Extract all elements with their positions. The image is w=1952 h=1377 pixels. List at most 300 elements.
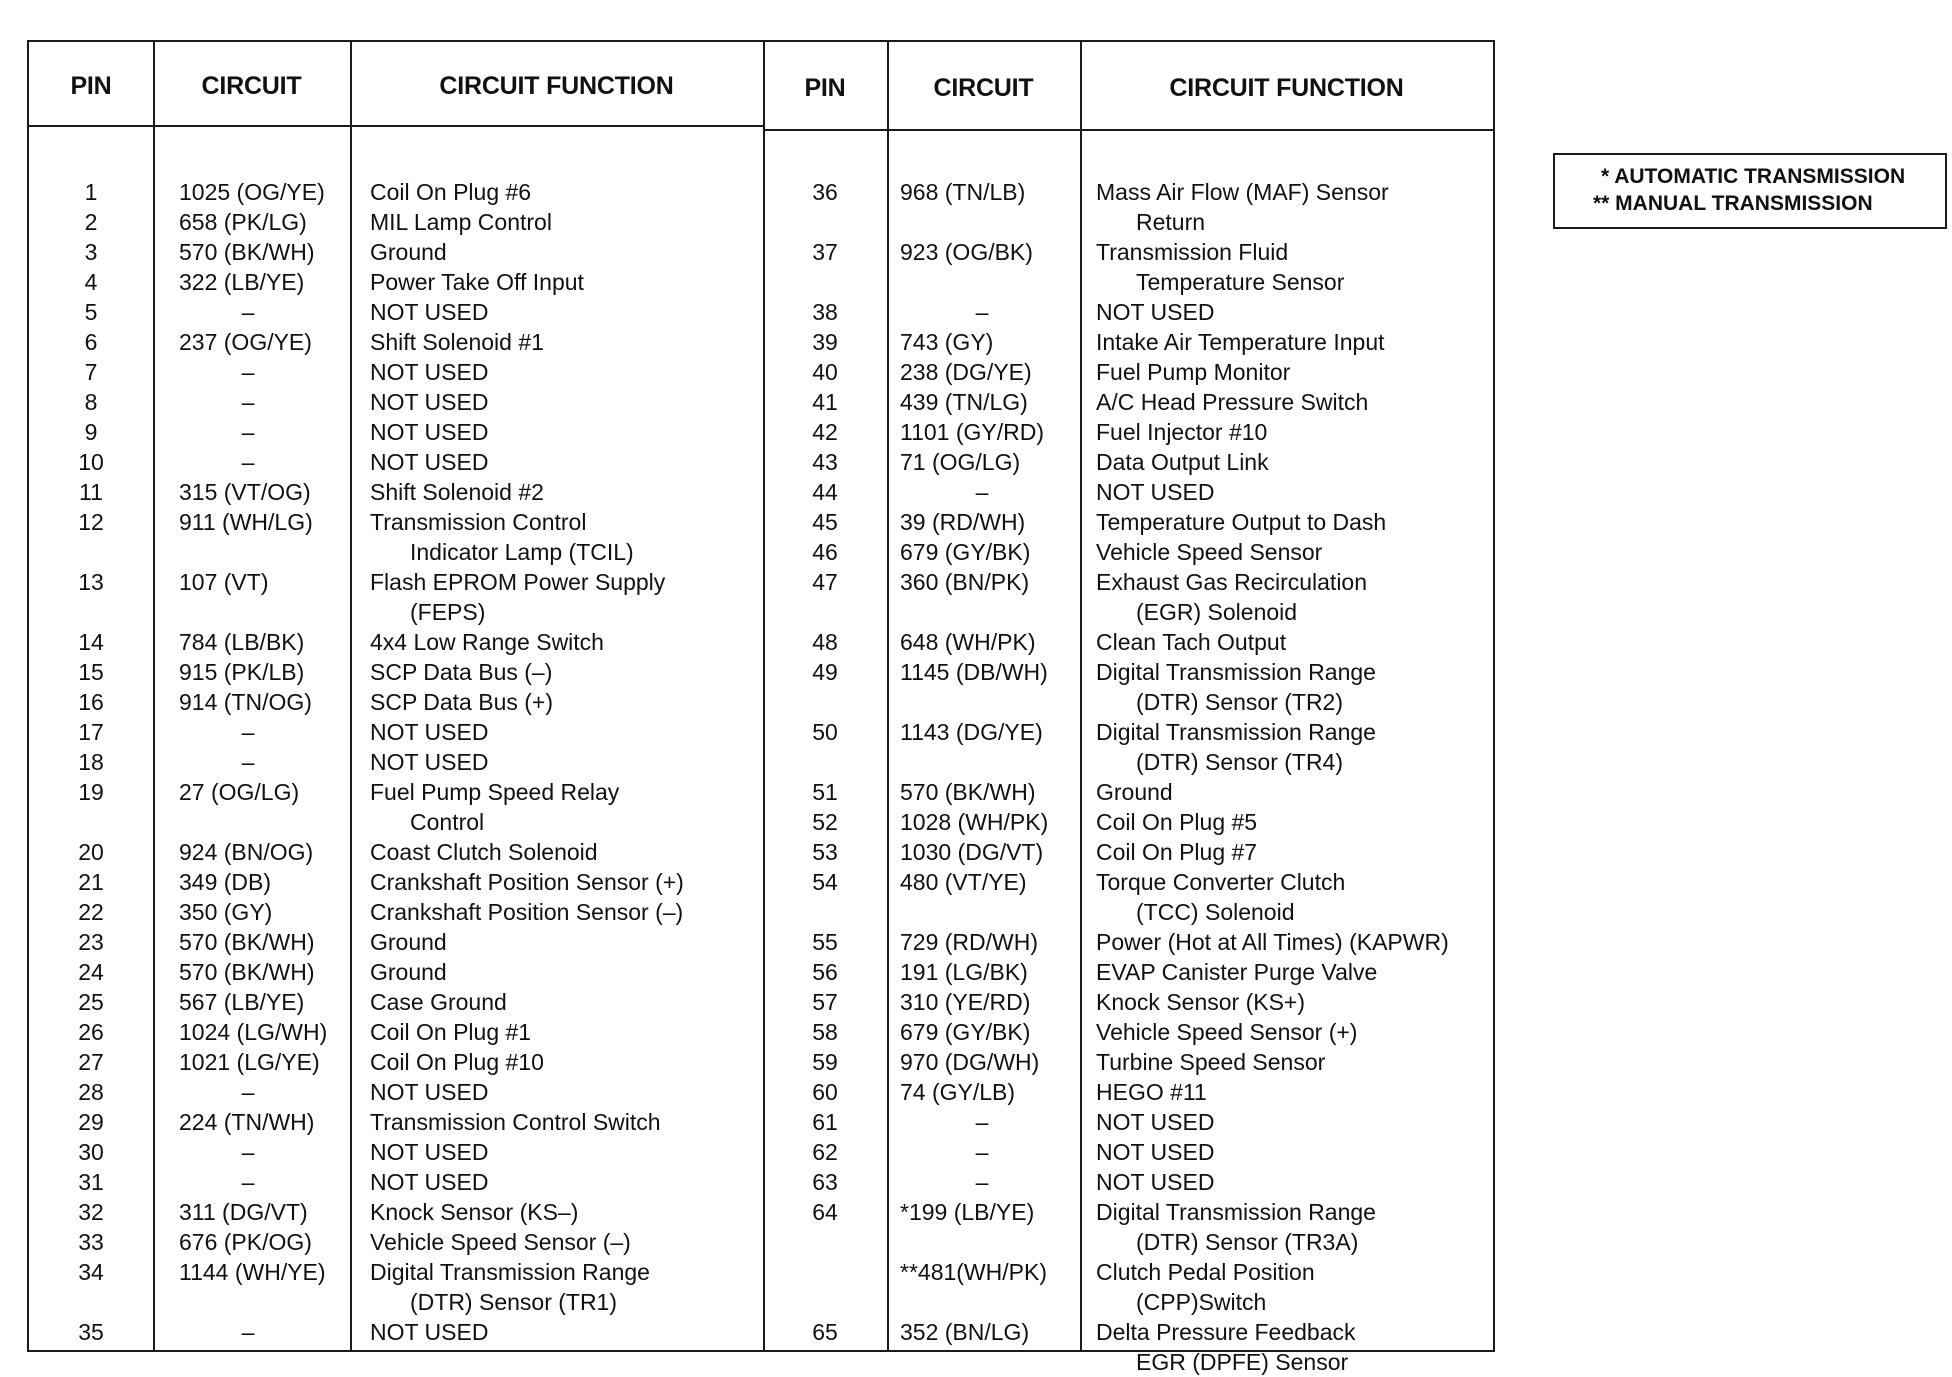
circuit-function-line: Return bbox=[1136, 209, 1206, 235]
circuit-function bbox=[1096, 1137, 1496, 1167]
circuit-function bbox=[1096, 357, 1496, 387]
pin-number: 7 bbox=[84, 359, 98, 385]
pin-number: 31 bbox=[78, 1169, 104, 1195]
circuit-function bbox=[370, 177, 760, 207]
pin-number: 28 bbox=[78, 1079, 104, 1105]
circuit-code: 914 (TN/OG) bbox=[179, 689, 312, 715]
circuit-function-line: NOT USED bbox=[370, 419, 489, 445]
circuit-code: – bbox=[241, 449, 255, 475]
pin-row bbox=[29, 927, 763, 957]
circuit-function-line: Mass Air Flow (MAF) Sensor bbox=[1096, 179, 1389, 205]
circuit-code: – bbox=[241, 359, 255, 385]
pin-row bbox=[763, 657, 1493, 717]
circuit-function bbox=[1096, 627, 1496, 657]
circuit-code: 676 (PK/OG) bbox=[179, 1229, 312, 1255]
circuit-function bbox=[1096, 657, 1496, 717]
circuit-function-line: Digital Transmission Range bbox=[1096, 1199, 1376, 1225]
pin-number: 64 bbox=[812, 1199, 838, 1225]
pin-number: 55 bbox=[812, 929, 838, 955]
circuit-function-line: Crankshaft Position Sensor (+) bbox=[370, 869, 684, 895]
circuit-code: – bbox=[975, 1139, 989, 1165]
circuit-function-line: Control bbox=[410, 809, 485, 835]
circuit-function bbox=[370, 987, 760, 1017]
header-circuit-function: CIRCUIT FUNCTION bbox=[439, 72, 674, 100]
pin-number: 5 bbox=[84, 299, 98, 325]
header-circuit: CIRCUIT bbox=[201, 72, 302, 100]
circuit-code: 107 (VT) bbox=[179, 569, 269, 595]
pin-row bbox=[763, 807, 1493, 837]
pin-row bbox=[763, 177, 1493, 237]
pin-table bbox=[27, 40, 1495, 1375]
pin-row bbox=[763, 1317, 1493, 1377]
pin-number: 37 bbox=[812, 239, 838, 265]
pin-row bbox=[763, 357, 1493, 387]
pin-row bbox=[29, 957, 763, 987]
circuit-function-line: (TCC) Solenoid bbox=[1136, 899, 1295, 925]
pin-number: 29 bbox=[78, 1109, 104, 1135]
circuit-function-line: NOT USED bbox=[370, 449, 489, 475]
circuit-function-line: Turbine Speed Sensor bbox=[1096, 1049, 1326, 1075]
circuit-code: – bbox=[975, 479, 989, 505]
circuit-code: – bbox=[975, 299, 989, 325]
pin-number: 10 bbox=[78, 449, 104, 475]
pin-number: 25 bbox=[78, 989, 104, 1015]
pin-list-left bbox=[29, 177, 763, 1347]
circuit-function-line: NOT USED bbox=[1096, 299, 1215, 325]
circuit-function-line: Temperature Output to Dash bbox=[1096, 509, 1387, 535]
pin-row bbox=[763, 297, 1493, 327]
pin-row bbox=[29, 747, 763, 777]
pin-row bbox=[29, 837, 763, 867]
circuit-function bbox=[1096, 927, 1496, 957]
circuit-code: 27 (OG/LG) bbox=[179, 779, 300, 805]
circuit-code: 1145 (DB/WH) bbox=[900, 659, 1048, 685]
legend-manual: ** MANUAL TRANSMISSION bbox=[1593, 192, 1873, 215]
circuit-function-line: NOT USED bbox=[1096, 1139, 1215, 1165]
circuit-function bbox=[370, 957, 760, 987]
pin-number: 39 bbox=[812, 329, 838, 355]
pin-row bbox=[29, 1107, 763, 1137]
pin-row bbox=[29, 1257, 763, 1317]
circuit-code: 743 (GY) bbox=[900, 329, 994, 355]
pin-list-right bbox=[763, 177, 1493, 1377]
pin-row bbox=[29, 1017, 763, 1047]
pin-row bbox=[29, 477, 763, 507]
circuit-function bbox=[370, 297, 760, 327]
circuit-function bbox=[1096, 777, 1496, 807]
circuit-code: 648 (WH/PK) bbox=[900, 629, 1036, 655]
pin-row bbox=[29, 717, 763, 747]
circuit-function bbox=[1096, 387, 1496, 417]
pin-row bbox=[763, 1137, 1493, 1167]
circuit-function bbox=[370, 1077, 760, 1107]
pin-row bbox=[29, 987, 763, 1017]
circuit-function bbox=[370, 837, 760, 867]
circuit-function bbox=[370, 927, 760, 957]
circuit-function-line: EGR (DPFE) Sensor bbox=[1136, 1349, 1349, 1375]
circuit-function-line: Coil On Plug #6 bbox=[370, 179, 532, 205]
circuit-function-line: Digital Transmission Range bbox=[1096, 719, 1376, 745]
header-pin: PIN bbox=[804, 74, 846, 102]
circuit-function-line: Digital Transmission Range bbox=[370, 1259, 650, 1285]
circuit-code: 970 (DG/WH) bbox=[900, 1049, 1040, 1075]
pin-number: 62 bbox=[812, 1139, 838, 1165]
circuit-code: 350 (GY) bbox=[179, 899, 273, 925]
circuit-function bbox=[1096, 477, 1496, 507]
circuit-function-line: A/C Head Pressure Switch bbox=[1096, 389, 1369, 415]
circuit-code: 911 (WH/LG) bbox=[179, 509, 313, 535]
circuit-code: – bbox=[241, 1139, 255, 1165]
circuit-function bbox=[1096, 717, 1496, 777]
circuit-function-line: Ground bbox=[370, 239, 447, 265]
circuit-function-line: Ground bbox=[1096, 779, 1173, 805]
circuit-function-line: NOT USED bbox=[370, 1079, 489, 1105]
circuit-function-line: Shift Solenoid #1 bbox=[370, 329, 544, 355]
circuit-code: 39 (RD/WH) bbox=[900, 509, 1026, 535]
pin-row bbox=[763, 867, 1493, 927]
circuit-function-line: (DTR) Sensor (TR1) bbox=[410, 1289, 618, 1315]
circuit-function bbox=[1096, 1167, 1496, 1197]
pin-row bbox=[29, 207, 763, 237]
circuit-function-line: NOT USED bbox=[370, 1169, 489, 1195]
circuit-code: *199 (LB/YE) bbox=[900, 1199, 1035, 1225]
circuit-function-line: (EGR) Solenoid bbox=[1136, 599, 1298, 625]
circuit-function-line: Clutch Pedal Position bbox=[1096, 1259, 1315, 1285]
pin-row bbox=[29, 1167, 763, 1197]
circuit-function-line: Digital Transmission Range bbox=[1096, 659, 1376, 685]
circuit-code: 1030 (DG/VT) bbox=[900, 839, 1044, 865]
pin-row bbox=[763, 957, 1493, 987]
pin-number: 21 bbox=[78, 869, 104, 895]
pin-number: 40 bbox=[812, 359, 838, 385]
circuit-function-line: (FEPS) bbox=[410, 599, 486, 625]
circuit-function bbox=[370, 1317, 760, 1347]
circuit-function bbox=[370, 1137, 760, 1167]
pin-number: 35 bbox=[78, 1319, 104, 1345]
circuit-function bbox=[1096, 1077, 1496, 1107]
circuit-function-line: Indicator Lamp (TCIL) bbox=[410, 539, 634, 565]
pin-row bbox=[29, 387, 763, 417]
circuit-function-line: Power (Hot at All Times) (KAPWR) bbox=[1096, 929, 1449, 955]
pin-number: 24 bbox=[78, 959, 104, 985]
pin-number: 22 bbox=[78, 899, 104, 925]
circuit-code: 74 (GY/LB) bbox=[900, 1079, 1016, 1105]
circuit-function-line: Vehicle Speed Sensor (–) bbox=[370, 1229, 631, 1255]
circuit-function bbox=[370, 1227, 760, 1257]
circuit-code: – bbox=[241, 299, 255, 325]
circuit-function bbox=[370, 417, 760, 447]
pin-row bbox=[763, 447, 1493, 477]
circuit-code: 1025 (OG/YE) bbox=[179, 179, 325, 205]
circuit-function bbox=[370, 567, 760, 627]
circuit-function-line: HEGO #11 bbox=[1096, 1079, 1207, 1105]
transmission-legend bbox=[1553, 153, 1947, 229]
pin-number: 13 bbox=[78, 569, 104, 595]
pin-row bbox=[763, 1107, 1493, 1137]
circuit-function bbox=[370, 1047, 760, 1077]
circuit-function bbox=[370, 687, 760, 717]
circuit-code: 311 (DG/VT) bbox=[179, 1199, 308, 1225]
circuit-function-line: Transmission Control Switch bbox=[370, 1109, 661, 1135]
pin-number: 23 bbox=[78, 929, 104, 955]
circuit-code: 924 (BN/OG) bbox=[179, 839, 314, 865]
circuit-code: – bbox=[241, 719, 255, 745]
pin-row bbox=[29, 657, 763, 687]
circuit-code: **481(WH/PK) bbox=[900, 1259, 1047, 1285]
circuit-function-line: NOT USED bbox=[370, 1139, 489, 1165]
pin-row bbox=[763, 327, 1493, 357]
circuit-function-line: (DTR) Sensor (TR3A) bbox=[1136, 1229, 1359, 1255]
pin-row bbox=[29, 1137, 763, 1167]
pin-row bbox=[29, 297, 763, 327]
circuit-function-line: Transmission Fluid bbox=[1096, 239, 1289, 265]
circuit-function bbox=[370, 447, 760, 477]
circuit-code: 238 (DG/YE) bbox=[900, 359, 1032, 385]
circuit-code: – bbox=[241, 389, 255, 415]
circuit-code: 968 (TN/LB) bbox=[900, 179, 1026, 205]
circuit-code: 480 (VT/YE) bbox=[900, 869, 1027, 895]
circuit-function-line: Case Ground bbox=[370, 989, 507, 1015]
circuit-code: 570 (BK/WH) bbox=[179, 929, 315, 955]
pin-number: 6 bbox=[84, 329, 98, 355]
circuit-function bbox=[1096, 567, 1496, 627]
pin-number: 30 bbox=[78, 1139, 104, 1165]
header-circuit-function: CIRCUIT FUNCTION bbox=[1169, 74, 1404, 102]
pin-row bbox=[763, 927, 1493, 957]
circuit-code: – bbox=[241, 749, 255, 775]
pin-row bbox=[763, 1017, 1493, 1047]
pin-number: 45 bbox=[812, 509, 838, 535]
circuit-function-line: NOT USED bbox=[370, 719, 489, 745]
circuit-function-line: Data Output Link bbox=[1096, 449, 1269, 475]
circuit-function-line: Coast Clutch Solenoid bbox=[370, 839, 598, 865]
circuit-function-line: NOT USED bbox=[1096, 479, 1215, 505]
pin-row bbox=[29, 237, 763, 267]
pin-number: 51 bbox=[812, 779, 838, 805]
pin-number: 32 bbox=[78, 1199, 104, 1225]
header-rule bbox=[763, 129, 1493, 131]
pin-number: 47 bbox=[812, 569, 838, 595]
circuit-function-line: 4x4 Low Range Switch bbox=[370, 629, 604, 655]
circuit-function-line: Crankshaft Position Sensor (–) bbox=[370, 899, 684, 925]
circuit-function-line: Fuel Pump Monitor bbox=[1096, 359, 1291, 385]
circuit-function bbox=[1096, 867, 1496, 927]
pin-row bbox=[29, 1317, 763, 1347]
circuit-code: – bbox=[241, 1169, 255, 1195]
circuit-function-line: (DTR) Sensor (TR4) bbox=[1136, 749, 1344, 775]
pin-row bbox=[763, 717, 1493, 777]
circuit-code: 570 (BK/WH) bbox=[179, 239, 315, 265]
pin-row bbox=[29, 867, 763, 897]
circuit-function-line: Coil On Plug #5 bbox=[1096, 809, 1258, 835]
pin-row bbox=[763, 837, 1493, 867]
circuit-code: 1143 (DG/YE) bbox=[900, 719, 1043, 745]
circuit-function-line: NOT USED bbox=[1096, 1169, 1215, 1195]
circuit-function-line: Exhaust Gas Recirculation bbox=[1096, 569, 1368, 595]
circuit-function-line: NOT USED bbox=[370, 389, 489, 415]
pin-row bbox=[29, 687, 763, 717]
circuit-function bbox=[370, 1257, 760, 1317]
circuit-code: 1101 (GY/RD) bbox=[900, 419, 1045, 445]
pin-number: 60 bbox=[812, 1079, 838, 1105]
circuit-function bbox=[1096, 957, 1496, 987]
circuit-function-line: Clean Tach Output bbox=[1096, 629, 1287, 655]
pin-number: 14 bbox=[78, 629, 104, 655]
pin-row bbox=[29, 777, 763, 837]
circuit-function bbox=[370, 1197, 760, 1227]
pin-number: 26 bbox=[78, 1019, 104, 1045]
pin-number: 33 bbox=[78, 1229, 104, 1255]
circuit-function-line: Knock Sensor (KS+) bbox=[1096, 989, 1306, 1015]
circuit-code: 1028 (WH/PK) bbox=[900, 809, 1049, 835]
pin-number: 17 bbox=[78, 719, 104, 745]
pin-row bbox=[763, 507, 1493, 537]
pin-row bbox=[29, 507, 763, 567]
circuit-code: 191 (LG/BK) bbox=[900, 959, 1028, 985]
pin-row bbox=[763, 237, 1493, 297]
pin-number: 1 bbox=[84, 179, 98, 205]
pin-row bbox=[763, 777, 1493, 807]
circuit-code: 679 (GY/BK) bbox=[900, 1019, 1031, 1045]
pin-number: 43 bbox=[812, 449, 838, 475]
pin-row bbox=[763, 567, 1493, 627]
pin-row bbox=[29, 1047, 763, 1077]
pin-row bbox=[29, 1197, 763, 1227]
circuit-function bbox=[370, 507, 760, 567]
pin-row bbox=[763, 1047, 1493, 1077]
circuit-code: 352 (BN/LG) bbox=[900, 1319, 1030, 1345]
circuit-function bbox=[1096, 327, 1496, 357]
pin-row bbox=[763, 417, 1493, 447]
pin-number: 59 bbox=[812, 1049, 838, 1075]
pin-number: 42 bbox=[812, 419, 838, 445]
pin-number: 27 bbox=[78, 1049, 104, 1075]
pin-number: 46 bbox=[812, 539, 838, 565]
circuit-function-line: Ground bbox=[370, 959, 447, 985]
circuit-function-line: NOT USED bbox=[370, 749, 489, 775]
circuit-function bbox=[1096, 1257, 1496, 1317]
circuit-function-line: Fuel Pump Speed Relay bbox=[370, 779, 620, 805]
circuit-function bbox=[1096, 1197, 1496, 1257]
pin-row bbox=[29, 417, 763, 447]
circuit-function bbox=[370, 1017, 760, 1047]
pin-number: 16 bbox=[78, 689, 104, 715]
circuit-function bbox=[1096, 237, 1496, 297]
pin-row bbox=[29, 1227, 763, 1257]
pin-number: 61 bbox=[812, 1109, 838, 1135]
circuit-code: 349 (DB) bbox=[179, 869, 272, 895]
circuit-function-line: Torque Converter Clutch bbox=[1096, 869, 1346, 895]
circuit-function-line: Shift Solenoid #2 bbox=[370, 479, 544, 505]
circuit-function bbox=[1096, 1047, 1496, 1077]
circuit-code: 923 (OG/BK) bbox=[900, 239, 1033, 265]
pin-number: 58 bbox=[812, 1019, 838, 1045]
circuit-code: 1021 (LG/YE) bbox=[179, 1049, 320, 1075]
pin-number: 34 bbox=[78, 1259, 104, 1285]
circuit-code: 439 (TN/LG) bbox=[900, 389, 1028, 415]
circuit-code: 679 (GY/BK) bbox=[900, 539, 1031, 565]
pin-number: 2 bbox=[84, 209, 98, 235]
circuit-function-line: Coil On Plug #7 bbox=[1096, 839, 1258, 865]
pin-number: 49 bbox=[812, 659, 838, 685]
pin-number: 4 bbox=[84, 269, 98, 295]
circuit-code: 567 (LB/YE) bbox=[179, 989, 305, 1015]
circuit-function bbox=[1096, 177, 1496, 237]
circuit-function-line: Delta Pressure Feedback bbox=[1096, 1319, 1356, 1345]
circuit-function bbox=[370, 357, 760, 387]
circuit-function bbox=[370, 717, 760, 747]
circuit-function bbox=[370, 777, 760, 837]
circuit-function-line: Vehicle Speed Sensor bbox=[1096, 539, 1323, 565]
circuit-function bbox=[370, 867, 760, 897]
circuit-function bbox=[1096, 417, 1496, 447]
pin-number: 41 bbox=[812, 389, 838, 415]
pin-row bbox=[763, 1077, 1493, 1107]
circuit-function bbox=[1096, 1017, 1496, 1047]
pin-number: 57 bbox=[812, 989, 838, 1015]
pin-number: 15 bbox=[78, 659, 104, 685]
circuit-code: 224 (TN/WH) bbox=[179, 1109, 315, 1135]
pin-row bbox=[29, 447, 763, 477]
circuit-code: – bbox=[975, 1169, 989, 1195]
legend-automatic: * AUTOMATIC TRANSMISSION bbox=[1601, 165, 1906, 188]
circuit-function bbox=[1096, 1317, 1496, 1377]
circuit-code: 1024 (LG/WH) bbox=[179, 1019, 328, 1045]
circuit-function bbox=[1096, 837, 1496, 867]
circuit-function-line: Coil On Plug #10 bbox=[370, 1049, 544, 1075]
circuit-code: – bbox=[241, 1079, 255, 1105]
circuit-code: 310 (YE/RD) bbox=[900, 989, 1031, 1015]
circuit-code: 915 (PK/LB) bbox=[179, 659, 305, 685]
circuit-code: 658 (PK/LG) bbox=[179, 209, 307, 235]
pin-row bbox=[29, 177, 763, 207]
circuit-function-line: Transmission Control bbox=[370, 509, 587, 535]
circuit-function bbox=[370, 897, 760, 927]
circuit-function-line: (DTR) Sensor (TR2) bbox=[1136, 689, 1344, 715]
pin-number: 48 bbox=[812, 629, 838, 655]
circuit-function-line: Flash EPROM Power Supply bbox=[370, 569, 666, 595]
circuit-function-line: NOT USED bbox=[370, 299, 489, 325]
pin-number: 44 bbox=[812, 479, 838, 505]
pin-number: 63 bbox=[812, 1169, 838, 1195]
circuit-function-line: SCP Data Bus (+) bbox=[370, 689, 554, 715]
circuit-function-line: Power Take Off Input bbox=[370, 269, 584, 295]
circuit-function-line: SCP Data Bus (–) bbox=[370, 659, 553, 685]
pin-row bbox=[763, 627, 1493, 657]
circuit-function-line: NOT USED bbox=[370, 1319, 489, 1345]
pin-number: 12 bbox=[78, 509, 104, 535]
circuit-code: – bbox=[241, 419, 255, 445]
circuit-code: 570 (BK/WH) bbox=[900, 779, 1036, 805]
pin-number: 53 bbox=[812, 839, 838, 865]
pin-row bbox=[29, 897, 763, 927]
pin-row bbox=[29, 327, 763, 357]
circuit-function bbox=[1096, 507, 1496, 537]
circuit-function bbox=[370, 657, 760, 687]
circuit-function bbox=[1096, 1107, 1496, 1137]
header-rule bbox=[29, 125, 763, 127]
circuit-code: – bbox=[241, 1319, 255, 1345]
pin-row bbox=[763, 1197, 1493, 1257]
pin-number: 56 bbox=[812, 959, 838, 985]
circuit-function-line: Temperature Sensor bbox=[1136, 269, 1345, 295]
circuit-code: – bbox=[975, 1109, 989, 1135]
header-pin: PIN bbox=[70, 72, 112, 100]
circuit-code: 1144 (WH/YE) bbox=[179, 1259, 326, 1285]
pin-number: 38 bbox=[812, 299, 838, 325]
pin-number: 54 bbox=[812, 869, 838, 895]
circuit-function bbox=[370, 477, 760, 507]
